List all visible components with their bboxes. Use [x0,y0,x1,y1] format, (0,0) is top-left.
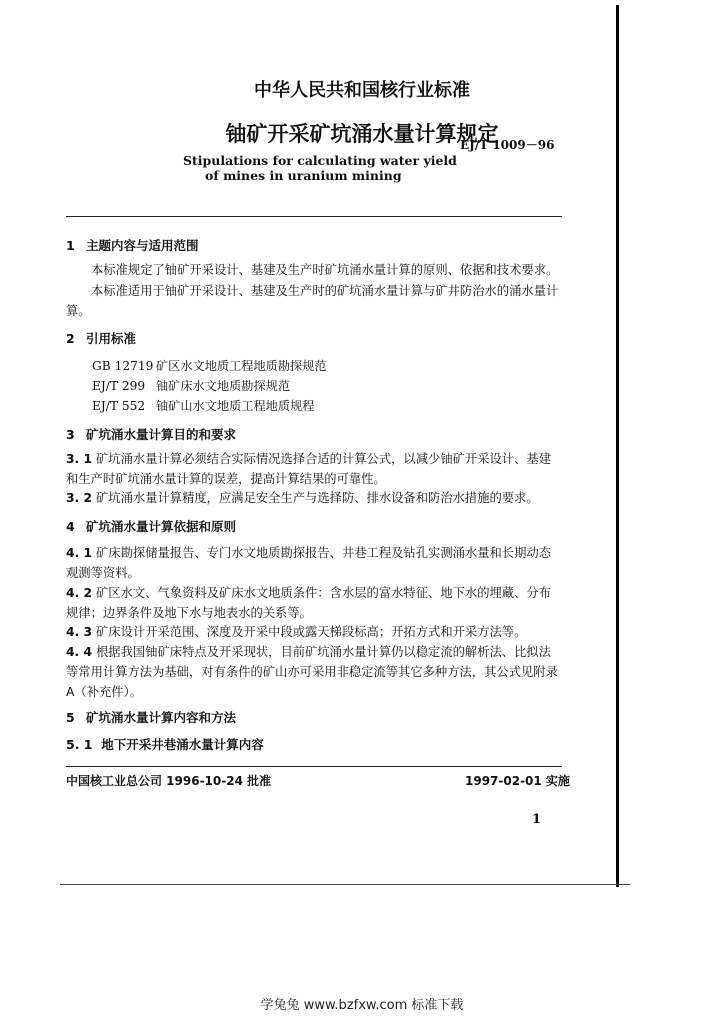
subsection-5-1-heading [66,735,264,753]
section-title: 矿坑涌水量计算目的和要求 [86,427,237,442]
approval-statement: 中国核工业总公司 1996-10-24 批准 [66,774,272,788]
site-watermark: 学兔兔 www.bzfxw.com 标准下载 [260,998,464,1013]
clause-number: 4. 1 [66,546,93,560]
english-title-line-1: Stipulations for calculating water yield [183,153,457,168]
reference-code: GB 12719 [92,359,154,373]
reference-item [92,376,327,396]
section-1-heading [66,236,199,254]
section-5-heading [66,708,236,726]
section-title: 主题内容与适用范围 [86,238,199,253]
clause-text: 矿区水文、气象资料及矿床水文地质条件：含水层的富水特征、地下水的埋藏、分布规律；边界条件及地下水与地表水的关系等。 [66,586,551,620]
clause-4-2 [66,583,560,623]
standard-code: EJ/T 1009－96 [460,138,555,152]
reference-name: 矿区水文地质工程地质勘探规范 [156,359,327,373]
section-1-paragraph-1: 本标准规定了铀矿开采设计、基建及生产时矿坑涌水量计算的原则、依据和技术要求。 [91,263,559,277]
clause-4-1 [66,543,560,583]
scan-edge-vertical [616,5,619,887]
clause-4-3 [66,622,560,642]
section-2-heading [66,329,136,347]
english-title-line-2: of mines in uranium mining [205,168,402,183]
clause-text: 矿床设计开采范围、深度及开采中段或露天梯段标高；开拓方式和开采方法等。 [96,625,527,639]
document-title: 铀矿开采矿坑涌水量计算规定 [225,122,499,146]
section-title: 引用标准 [86,331,137,346]
standard-type-heading: 中华人民共和国核行业标准 [254,80,470,101]
section-number: 2 [66,331,75,346]
clause-3-1 [66,449,560,489]
section-title: 矿坑涌水量计算依据和原则 [86,519,237,534]
reference-name: 铀矿山水文地质工程地质规程 [156,399,315,413]
reference-name: 铀矿床水文地质勘探规范 [156,379,291,393]
section-number: 3 [66,427,75,442]
clause-text: 矿坑涌水量计算精度，应满足安全生产与选择防、排水设备和防治水措施的要求。 [96,491,539,505]
clause-number: 4. 4 [66,645,93,659]
clause-number: 3. 1 [66,452,93,466]
clause-text: 矿坑涌水量计算必须结合实际情况选择合适的计算公式，以减少铀矿开采设计、基建和生产时矿坑涌水量计算的误差，提高计算结果的可靠性。 [66,452,551,486]
reference-code: EJ/T 299 [92,379,146,393]
subsection-number: 5. 1 [66,737,93,752]
section-number: 4 [66,519,75,534]
footer-divider [66,766,562,767]
scan-edge-horizontal [60,884,630,885]
clause-3-2 [66,488,560,508]
section-number: 5 [66,710,75,725]
reference-list [92,356,327,416]
implementation-date: 1997-02-01 实施 [465,774,570,788]
header-divider [66,216,562,217]
section-title: 矿坑涌水量计算内容和方法 [86,710,237,725]
section-1-paragraph-2: 本标准适用于铀矿开采设计、基建及生产时的矿坑涌水量计算与矿井防治水的涌水量计算。 [66,284,559,318]
clause-number: 4. 2 [66,586,93,600]
reference-code: EJ/T 552 [92,399,146,413]
clause-number: 4. 3 [66,625,93,639]
section-number: 1 [66,238,75,253]
subsection-title: 地下开采井巷涌水量计算内容 [101,737,264,752]
clause-text: 矿床勘探储量报告、专门水文地质勘探报告、井巷工程及钻孔实测涌水量和长期动态观测等资料。 [66,546,551,580]
reference-item [92,396,327,416]
clause-4-4 [66,642,560,702]
section-3-heading [66,425,236,443]
section-4-heading [66,517,236,535]
reference-item [92,356,327,376]
clause-number: 3. 2 [66,491,93,505]
clause-text: 根据我国铀矿床特点及开采现状，目前矿坑涌水量计算仍以稳定流的解析法、比拟法等常用计算方法为基础，对有条件的矿山亦可采用非稳定流等其它多种方法，其公式见附录A（补充件）。 [66,645,558,699]
page-number: 1 [532,812,542,827]
